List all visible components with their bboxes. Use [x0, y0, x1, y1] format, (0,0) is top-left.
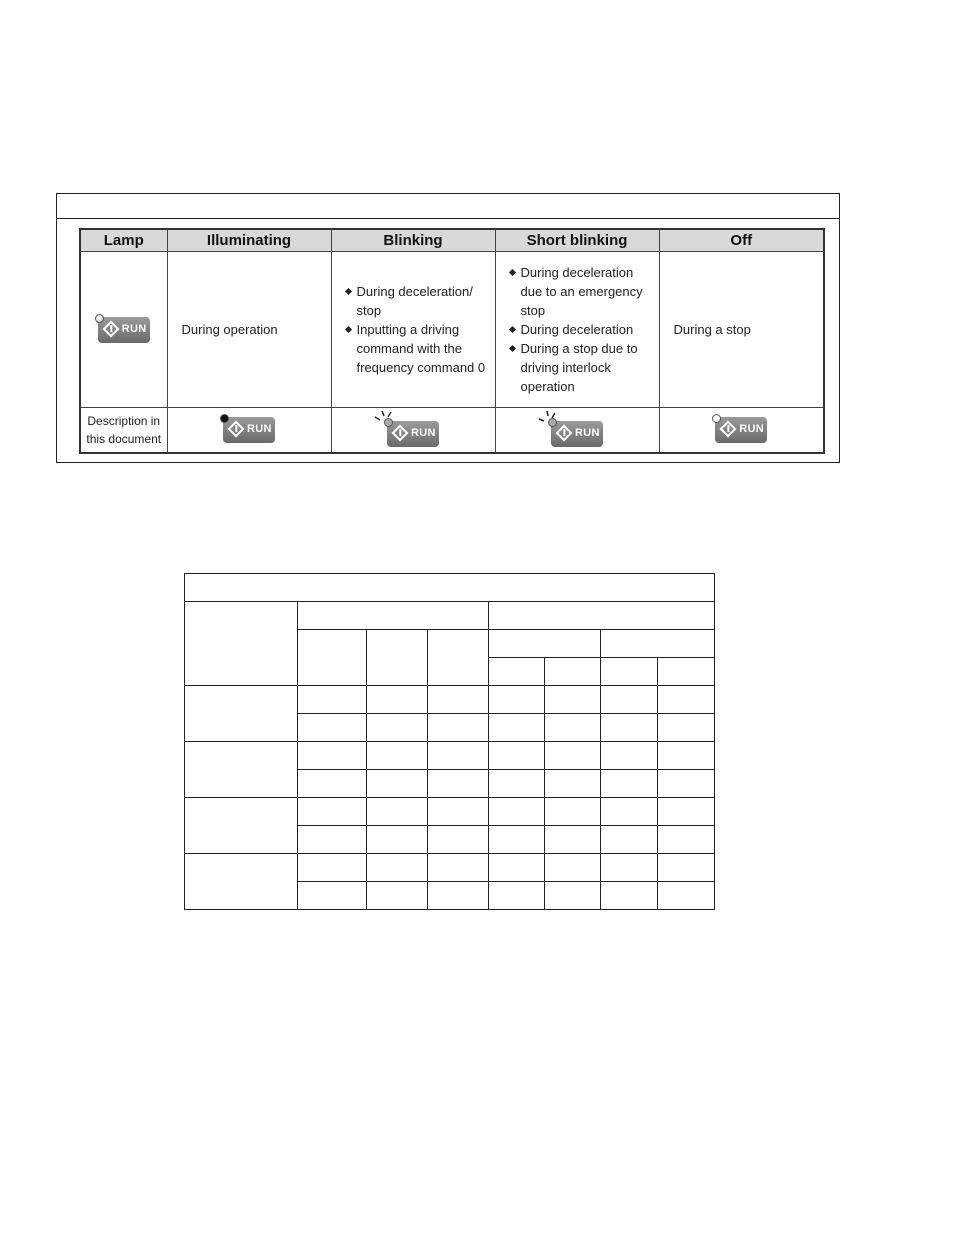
grid-cell [367, 826, 428, 854]
grid-cell [601, 714, 658, 742]
run-lamp-blinking-icon [387, 421, 439, 447]
grid-cell [545, 798, 601, 826]
grid-cell [367, 742, 428, 770]
grid-cell [545, 882, 601, 910]
short-blinking-notation-cell [495, 408, 659, 454]
grid-cell [658, 686, 715, 714]
grid-cell [489, 686, 545, 714]
run-lamp-short-blinking-icon [551, 421, 603, 447]
list-item: During deceleration due to an emergency stop [510, 263, 655, 320]
header-row [80, 229, 824, 252]
off-cell [659, 252, 824, 408]
lamp-dot-icon [220, 414, 229, 423]
list-item: During deceleration [510, 320, 655, 339]
grid-cell [658, 798, 715, 826]
grid-title-cell [185, 574, 715, 602]
grid-cell [428, 742, 489, 770]
grid-cell [428, 630, 489, 686]
table-row [185, 602, 715, 630]
header-blinking: Blinking [331, 229, 495, 252]
header-lamp: Lamp [80, 229, 167, 252]
grid-cell [298, 630, 367, 686]
grid-cell [367, 770, 428, 798]
grid-cell [428, 826, 489, 854]
grid-cell [489, 602, 715, 630]
run-badge-label: RUN [247, 423, 272, 435]
grid-cell [298, 854, 367, 882]
grid-cell [489, 826, 545, 854]
off-text: During a stop [673, 322, 751, 337]
grid-cell [367, 630, 428, 686]
grid-cell [601, 630, 715, 658]
grid-cell [489, 854, 545, 882]
grid-cell [601, 882, 658, 910]
grid-cell [367, 686, 428, 714]
grid-cell [428, 714, 489, 742]
grid-cell [489, 742, 545, 770]
short-blinking-list [496, 263, 659, 396]
grid-cell [545, 854, 601, 882]
grid-cell [428, 798, 489, 826]
description-label-line1: Description in [87, 414, 161, 428]
lamp-image-cell [80, 252, 167, 408]
blinking-list [332, 282, 495, 377]
lamp-dot-icon [95, 314, 104, 323]
grid-cell [428, 882, 489, 910]
list-item: During deceleration/ stop [346, 282, 491, 320]
grid-cell [489, 658, 545, 686]
run-diamond-icon [556, 425, 573, 442]
grid-cell [658, 742, 715, 770]
run-lamp-table [79, 228, 825, 454]
run-diamond-icon [228, 421, 245, 438]
document-notation-row [80, 408, 824, 454]
grid-cell [298, 798, 367, 826]
grid-cell [298, 826, 367, 854]
grid-cell [658, 770, 715, 798]
run-badge-label: RUN [121, 322, 147, 335]
grid-cell [545, 770, 601, 798]
header-short-blinking: Short blinking [495, 229, 659, 252]
table-row [185, 798, 715, 826]
illuminating-notation-cell [167, 408, 331, 454]
grid-cell [185, 798, 298, 854]
table-row [185, 686, 715, 714]
grid-cell [489, 882, 545, 910]
run-lamp-icon [98, 317, 150, 343]
grid-cell [601, 770, 658, 798]
empty-grid-table [184, 573, 715, 910]
illuminating-text: During operation [181, 322, 278, 337]
grid-cell [545, 658, 601, 686]
description-label-cell [80, 408, 167, 454]
lamp-table-frame [56, 193, 840, 463]
header-off: Off [659, 229, 824, 252]
lamp-dot-icon [712, 414, 721, 423]
table-row [185, 742, 715, 770]
grid-cell [601, 742, 658, 770]
grid-cell [545, 826, 601, 854]
grid-cell [601, 798, 658, 826]
off-notation-cell [659, 408, 824, 454]
grid-cell [658, 826, 715, 854]
grid-cell [298, 602, 489, 630]
grid-cell [658, 854, 715, 882]
grid-cell [601, 658, 658, 686]
grid-cell [545, 686, 601, 714]
grid-cell [185, 742, 298, 798]
run-badge-label: RUN [575, 427, 600, 439]
grid-cell [428, 770, 489, 798]
grid-cell [428, 686, 489, 714]
short-blinking-cell [495, 252, 659, 408]
grid-cell [298, 714, 367, 742]
run-badge-label: RUN [411, 427, 436, 439]
grid-cell [428, 854, 489, 882]
grid-cell [489, 714, 545, 742]
grid-cell [367, 714, 428, 742]
grid-cell [367, 882, 428, 910]
lamp-dot-icon [548, 418, 557, 427]
run-lamp-on-icon [223, 417, 275, 443]
run-diamond-icon [392, 425, 409, 442]
grid-cell [601, 686, 658, 714]
grid-cell [545, 742, 601, 770]
lamp-dot-icon [384, 418, 393, 427]
grid-cell [298, 742, 367, 770]
grid-cell [601, 854, 658, 882]
state-description-row [80, 252, 824, 408]
grid-cell [658, 714, 715, 742]
blinking-cell [331, 252, 495, 408]
grid-cell [658, 882, 715, 910]
table-row [185, 574, 715, 602]
grid-cell [185, 686, 298, 742]
grid-cell [545, 714, 601, 742]
run-badge-label: RUN [739, 423, 764, 435]
grid-cell [658, 658, 715, 686]
grid-cell [367, 854, 428, 882]
grid-cell [298, 686, 367, 714]
grid-cell [601, 826, 658, 854]
grid-cell [185, 602, 298, 686]
grid-cell [185, 854, 298, 910]
grid-cell [489, 630, 601, 658]
run-lamp-off-icon [715, 417, 767, 443]
list-item: Inputting a driving command with the frequency command 0 [346, 320, 491, 377]
frame-header-bar [57, 194, 839, 219]
grid-cell [298, 882, 367, 910]
grid-cell [489, 798, 545, 826]
grid-cell [489, 770, 545, 798]
table-row [185, 854, 715, 882]
run-diamond-icon [720, 421, 737, 438]
run-diamond-icon [102, 320, 119, 337]
grid-cell [367, 798, 428, 826]
description-label-line2: this document [86, 432, 162, 446]
illuminating-cell [167, 252, 331, 408]
grid-cell [298, 770, 367, 798]
list-item: During a stop due to driving interlock operation [510, 339, 655, 396]
header-illuminating: Illuminating [167, 229, 331, 252]
blinking-notation-cell [331, 408, 495, 454]
